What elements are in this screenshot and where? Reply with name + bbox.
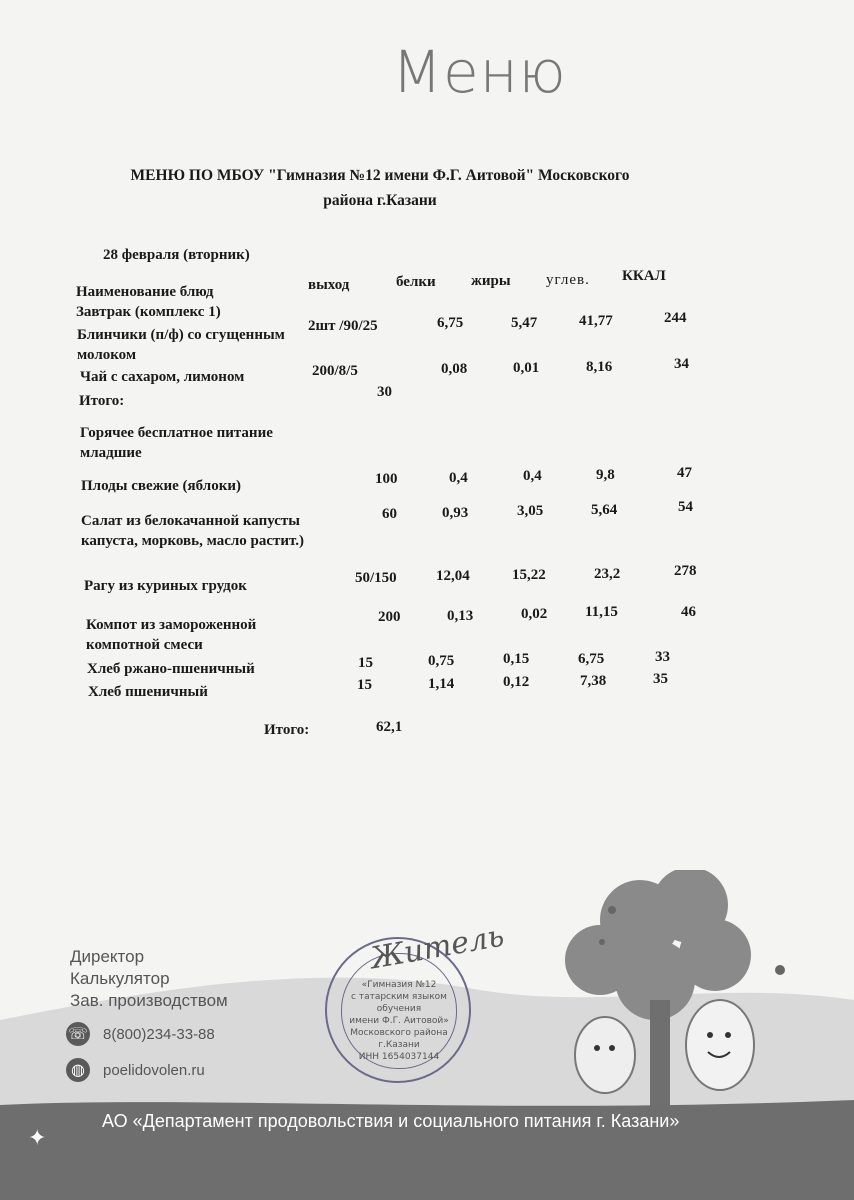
- dish-protein: 12,04: [436, 568, 470, 584]
- dish-name: Рагу из куриных грудок: [84, 578, 247, 594]
- handwritten-title: Меню: [392, 38, 567, 106]
- hot-meal-total-value: 62,1: [376, 719, 403, 735]
- dish-kcal: 46: [681, 604, 696, 620]
- dish-fat: 15,22: [512, 567, 546, 583]
- dish-carbs: 23,2: [594, 566, 621, 582]
- footer-roles: [70, 946, 228, 1012]
- dish-carbs: 7,38: [580, 673, 607, 689]
- dish-name: Плоды свежие (яблоки): [81, 478, 241, 494]
- dish-output: 50/150: [355, 570, 397, 586]
- document-title-line2: района г.Казани: [323, 192, 437, 209]
- col-header-fat: жиры: [471, 273, 511, 289]
- section-breakfast-label: Завтрак (комплекс 1): [76, 304, 221, 320]
- dish-fat: 3,05: [517, 503, 544, 519]
- dish-carbs: 8,16: [586, 359, 613, 375]
- dish-kcal: 244: [664, 310, 687, 326]
- breakfast-total-value: 30: [377, 384, 392, 400]
- dish-kcal: 54: [678, 499, 693, 515]
- dish-protein: 0,13: [447, 608, 474, 624]
- sparkle-icon: ✦: [28, 1125, 47, 1150]
- globe-icon: ◍: [66, 1058, 90, 1082]
- dish-fat: 0,02: [521, 606, 548, 622]
- dish-carbs: 11,15: [585, 604, 618, 620]
- dish-output: 15: [357, 677, 372, 693]
- dish-protein: 1,14: [428, 676, 455, 692]
- dish-kcal: 34: [674, 356, 689, 372]
- phone-icon: ☏: [66, 1022, 90, 1046]
- website-link[interactable]: poelidovolen.ru: [103, 1062, 205, 1079]
- dish-name: Чай с сахаром, лимоном: [80, 369, 245, 385]
- document-title: [60, 163, 700, 213]
- hot-meal-total-label: Итого:: [264, 722, 310, 738]
- menu-date: 28 февраля (вторник): [103, 247, 250, 263]
- company-name: АО «Департамент продовольствия и социального питания г. Казани»: [102, 1111, 680, 1131]
- dish-name: Салат из белокачанной капусты капуста, морковь, масло растит.): [81, 513, 305, 549]
- role-director: Директор: [70, 947, 145, 966]
- signature: Житель: [367, 918, 507, 977]
- dish-carbs: 41,77: [579, 313, 613, 329]
- dish-fat: 0,12: [503, 674, 530, 690]
- dish-protein: 0,4: [449, 470, 468, 486]
- dish-fat: 5,47: [511, 315, 538, 331]
- dish-output: 15: [358, 655, 373, 671]
- breakfast-total-label: Итого:: [79, 393, 125, 409]
- stamp-text: «Гимназия №12 с татарским языком обучения имени Ф.Г. Аитовой» Московского района г.Казани ИНН 1654037144: [349, 980, 449, 1062]
- role-calculator: Калькулятор: [70, 969, 170, 988]
- col-header-kcal: ККАЛ: [622, 268, 666, 284]
- dish-carbs: 9,8: [596, 467, 615, 483]
- dish-kcal: 33: [655, 649, 670, 665]
- dish-fat: 0,15: [503, 651, 530, 667]
- dish-output: 200: [378, 609, 401, 625]
- dish-kcal: 47: [677, 465, 692, 481]
- col-header-protein: белки: [396, 274, 436, 290]
- phone-number: 8(800)234-33-88: [103, 1026, 215, 1043]
- dish-output: 2шт /90/25: [308, 318, 378, 334]
- dish-name: Блинчики (п/ф) со сгущенным молоком: [77, 327, 285, 363]
- dish-protein: 0,08: [441, 361, 468, 377]
- col-header-carbs: углев.: [546, 272, 590, 288]
- dish-kcal: 278: [674, 563, 697, 579]
- dish-name: Компот из замороженной компотной смеси: [86, 617, 257, 653]
- dish-protein: 6,75: [437, 315, 464, 331]
- document-title-line1: МЕНЮ ПО МБОУ "Гимназия №12 имени Ф.Г. Аитовой" Московского: [130, 167, 630, 184]
- dish-protein: 0,93: [442, 505, 469, 521]
- role-production-head: Зав. производством: [70, 991, 228, 1010]
- col-header-name: Наименование блюд: [76, 284, 214, 300]
- dish-name: Хлеб ржано-пшеничный: [87, 661, 255, 677]
- dish-protein: 0,75: [428, 653, 455, 669]
- dish-carbs: 5,64: [591, 502, 618, 518]
- section-hot-meal-label: Горячее бесплатное питание младшие: [80, 425, 273, 461]
- dish-output: 100: [375, 471, 398, 487]
- dish-name: Хлеб пшеничный: [88, 684, 208, 700]
- dish-output: 200/8/5: [312, 363, 358, 379]
- dish-output: 60: [382, 506, 397, 522]
- dish-kcal: 35: [653, 671, 668, 687]
- dish-fat: 0,4: [523, 468, 542, 484]
- dish-fat: 0,01: [513, 360, 540, 376]
- col-header-output: выход: [308, 277, 350, 293]
- dish-carbs: 6,75: [578, 651, 605, 667]
